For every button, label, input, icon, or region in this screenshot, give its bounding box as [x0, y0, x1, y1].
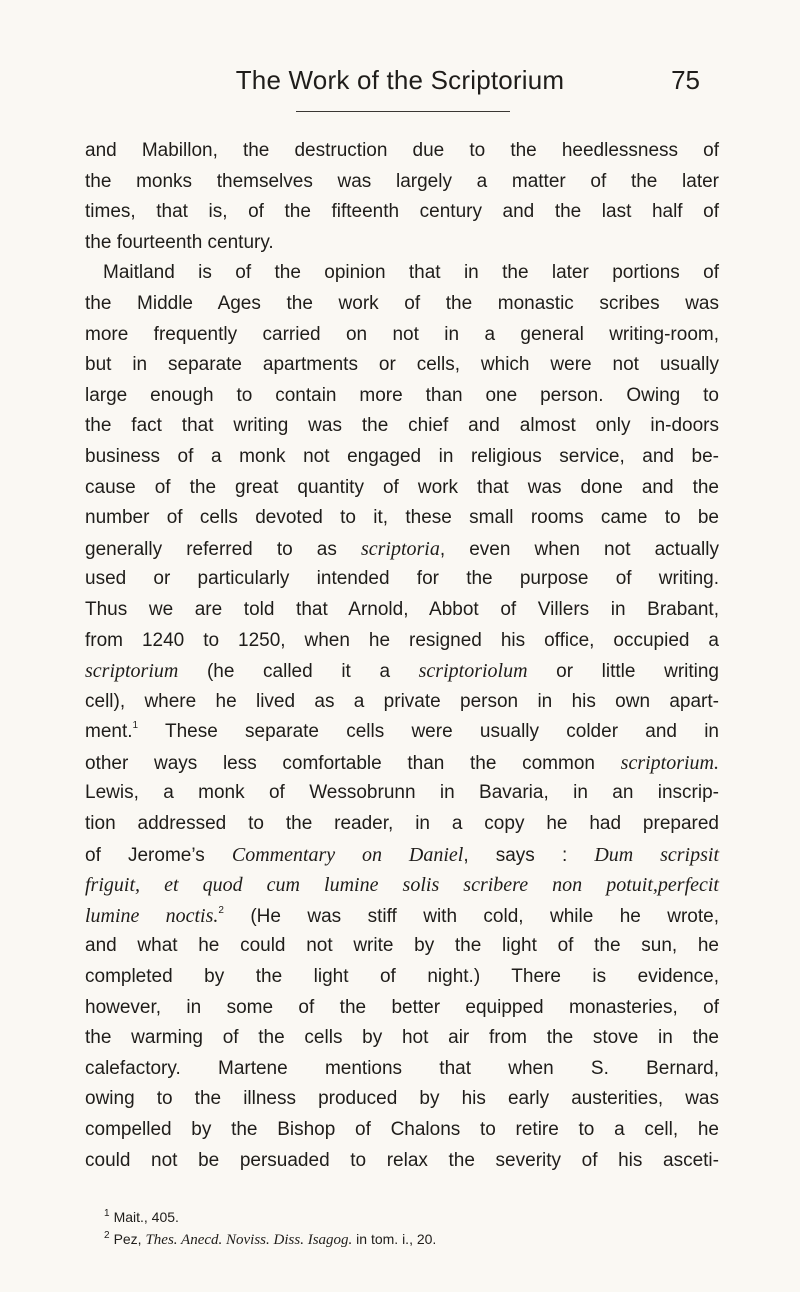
- text-line: Thus we are told that Arnold, Abbot of Villers in Brabant,: [85, 598, 719, 620]
- body-text: [85, 136, 719, 1176]
- footnote-ref: 1: [132, 719, 139, 731]
- footnote-2: [104, 1228, 724, 1251]
- text-line: more frequently carried on not in a general writing-room,: [85, 323, 719, 345]
- text-line: times, that is, of the fifteenth century and the last half of: [85, 201, 719, 223]
- footnote-text: in tom. i., 20.: [356, 1231, 437, 1247]
- italic-term: scriptoriolum: [418, 660, 528, 683]
- text-segment: of Jerome’s: [85, 844, 205, 866]
- text-line: compelled by the Bishop of Chalons to retire to a cell, he: [85, 1119, 719, 1140]
- text-line: the Middle Ages the work of the monastic scribes was: [85, 292, 719, 314]
- footnote-text: Pez,: [113, 1231, 142, 1247]
- text-line: owing to the illness produced by his early austerities, was: [85, 1088, 719, 1110]
- italic-term: scriptoria: [360, 537, 440, 560]
- text-segment: other ways less comfortable than the common: [85, 752, 595, 774]
- footnotes: [104, 1206, 724, 1251]
- text-line: cell), where he lived as a private person in his own apart-: [85, 690, 719, 712]
- text-line: and Mabillon, the destruction due to the heedlessness of: [85, 140, 719, 161]
- text-segment: generally referred to as: [85, 538, 337, 560]
- text-line: the fourteenth century.: [85, 231, 274, 253]
- latin-quote: lumine noctis.: [85, 904, 219, 927]
- text-line: tion addressed to the reader, in a copy he had prepared: [85, 813, 719, 835]
- text-segment: (He was stiff with cold, while he wrote,: [223, 905, 719, 927]
- latin-quote: Dum scripsit: [594, 843, 719, 866]
- text-line: could not be persuaded to relax the severity of his asceti-: [85, 1149, 719, 1171]
- text-line: number of cells devoted to it, these small rooms came to be: [85, 507, 719, 529]
- text-line: the warming of the cells by hot air from the stove in the: [85, 1027, 719, 1049]
- text-line: calefactory. Martene mentions that when S. Bernard,: [85, 1057, 719, 1079]
- page-number: 75: [671, 65, 700, 95]
- text-line: cause of the great quantity of work that was done and the: [85, 476, 719, 498]
- italic-title: Commentary on Daniel: [231, 843, 464, 866]
- text-line: however, in some of the better equipped monasteries, of: [85, 996, 719, 1018]
- text-line: [85, 901, 719, 932]
- text-line: business of a monk not engaged in religious service, and be-: [85, 445, 719, 467]
- text-line: [85, 717, 719, 748]
- text-line: [85, 656, 719, 687]
- italic-term: scriptorium: [85, 660, 179, 683]
- text-segment: , even when not actually: [439, 538, 719, 560]
- text-line: Lewis, a monk of Wessobrunn in Bavaria, in an inscrip-: [85, 782, 719, 804]
- latin-quote-line: friguit, et quod cum lumine solis scribere non potuit,perfecit: [85, 874, 719, 897]
- text-line: and what he could not write by the light of the sun, he: [85, 935, 719, 957]
- text-line: [85, 534, 719, 565]
- footnote-italic: Thes. Anecd. Noviss. Diss. Isagog.: [145, 1232, 353, 1248]
- running-title: The Work of the Scriptorium: [235, 65, 565, 95]
- text-line: large enough to contain more than one person. Owing to: [85, 384, 719, 406]
- text-line: [85, 748, 719, 779]
- footnote-ref: 2: [218, 904, 224, 916]
- text-line: used or particularly intended for the purpose of writing.: [85, 568, 719, 590]
- text-segment: These separate cells were usually colder and in: [138, 721, 719, 743]
- page-header: [0, 65, 800, 105]
- footnote-1: [104, 1206, 724, 1228]
- text-line: the fact that writing was the chief and almost only in-doors: [85, 415, 719, 437]
- text-line: completed by the light of night.) There is evidence,: [85, 966, 719, 988]
- text-line: [85, 840, 719, 871]
- text-segment: (he called it a: [178, 661, 391, 683]
- text-segment: or little writing: [527, 661, 719, 683]
- text-segment: , says :: [463, 844, 568, 866]
- footnote-text: Mait., 405.: [113, 1209, 179, 1225]
- italic-term: scriptorium.: [620, 751, 719, 774]
- footnote-mark: 2: [104, 1230, 110, 1242]
- text-segment: ment.: [85, 721, 133, 743]
- header-rule: [296, 111, 510, 112]
- footnote-mark: 1: [104, 1208, 110, 1220]
- text-line: the monks themselves was largely a matter of the later: [85, 170, 719, 192]
- text-line: from 1240 to 1250, when he resigned his office, occupied a: [85, 629, 719, 651]
- text-line: Maitland is of the opinion that in the later portions of: [103, 262, 719, 284]
- text-line: but in separate apartments or cells, which were not usually: [85, 354, 719, 376]
